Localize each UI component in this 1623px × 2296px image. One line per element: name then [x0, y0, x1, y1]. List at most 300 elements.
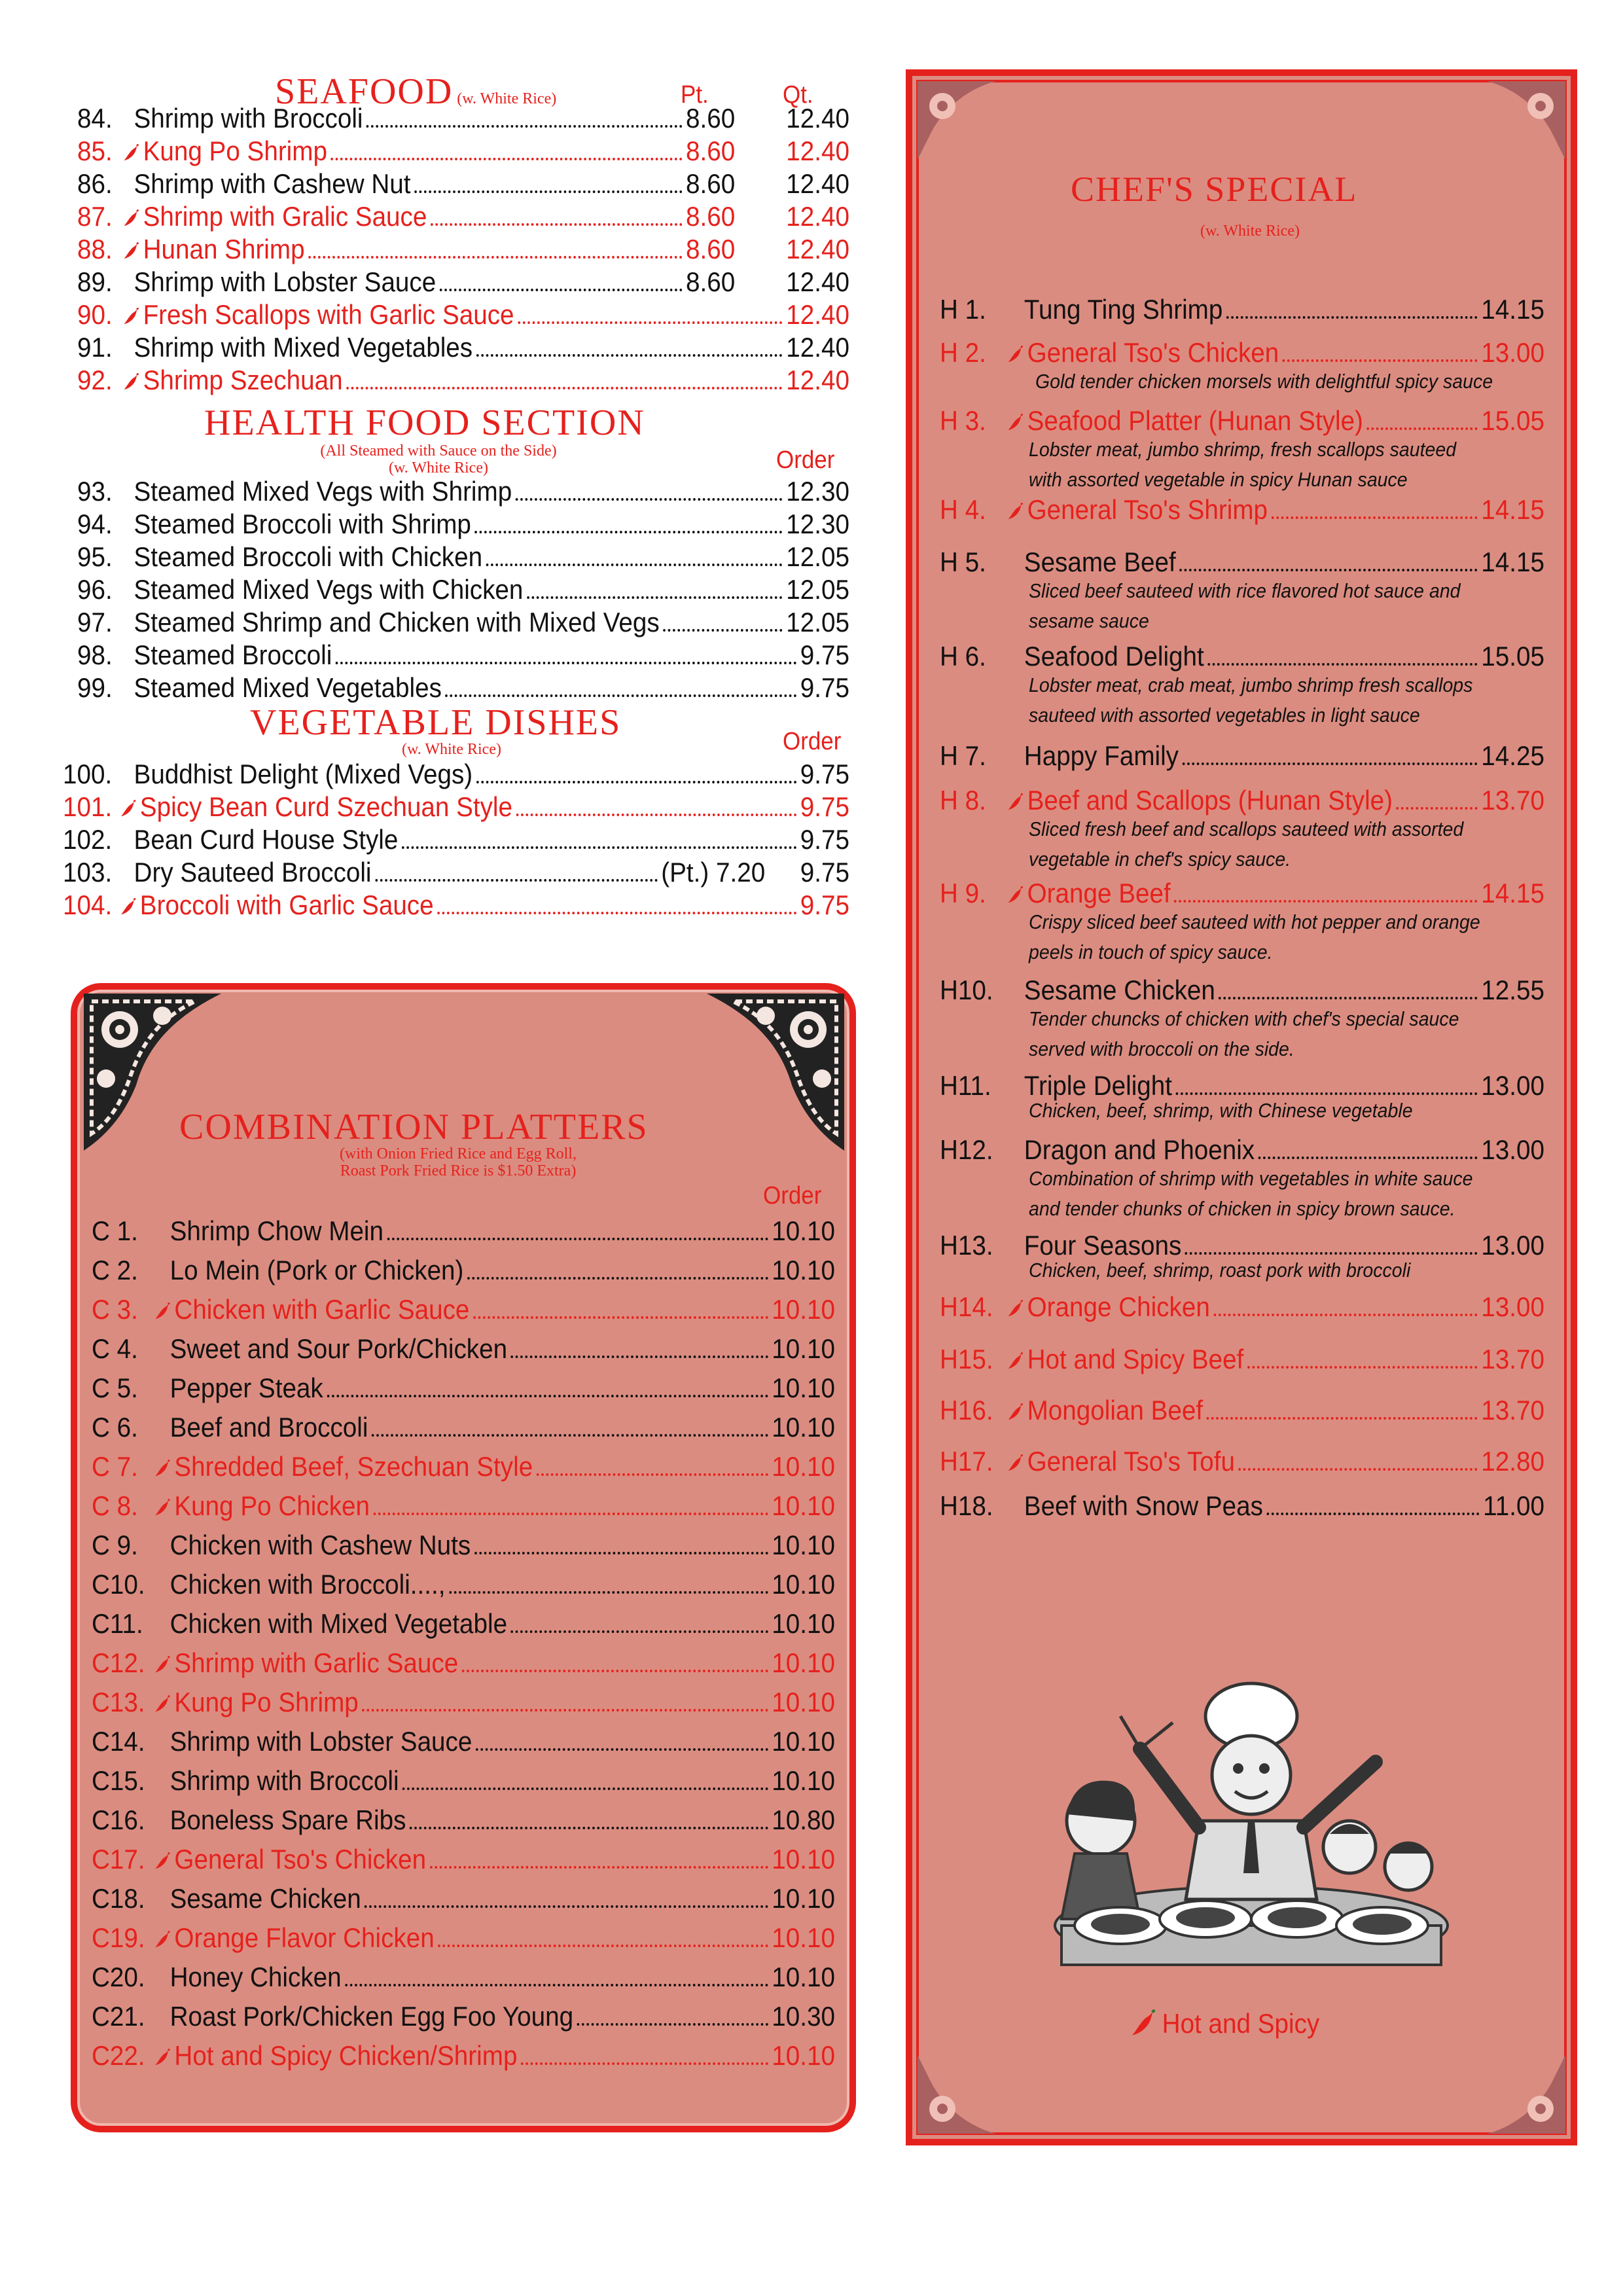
chili-pepper-icon [154, 1460, 171, 1478]
price-order: 9.75 [800, 759, 849, 789]
dot-leader [474, 1552, 768, 1554]
item-number: H 6. [940, 641, 986, 672]
chili-pepper-icon [154, 2049, 171, 2067]
price-order: 12.05 [786, 574, 849, 605]
dot-leader [336, 662, 796, 664]
item-name: Spicy Bean Curd Szechuan Style [139, 791, 512, 822]
chef-item [940, 404, 1544, 438]
dot-leader [374, 1513, 768, 1515]
item-name: Orange Chicken [1027, 1291, 1210, 1322]
dot-leader [375, 879, 658, 882]
item-number: 86. [77, 168, 113, 199]
dot-leader [445, 694, 796, 697]
seafood-col-pt: Pt. [681, 81, 709, 109]
price-order: 10.10 [772, 1726, 835, 1757]
chef-note: (w. White Rice) [1200, 223, 1300, 240]
dot-leader [1207, 1417, 1478, 1420]
item-number: C13. [92, 1687, 145, 1717]
health-item [77, 573, 849, 607]
chili-pepper-icon [154, 1499, 171, 1517]
item-name: Chicken with Broccoli...., [169, 1569, 446, 1600]
item-name: Orange Flavor Chicken [174, 1922, 435, 1953]
item-number: C16. [92, 1804, 145, 1835]
item-name: Roast Pork/Chicken Egg Foo Young [169, 2001, 574, 2032]
price-quart: 12.40 [786, 103, 849, 134]
chili-pepper-icon [122, 308, 139, 326]
item-name: Kung Po Shrimp [143, 135, 327, 166]
dot-leader [476, 1748, 768, 1751]
dot-leader [474, 531, 782, 533]
item-description: Chicken, beef, shrimp, roast pork with broccoli [1029, 1259, 1411, 1282]
price: 13.70 [1481, 1395, 1544, 1426]
combo-item [92, 1372, 835, 1405]
item-name: Beef and Broccoli [169, 1412, 368, 1443]
spicy-marker [1005, 784, 1027, 817]
dot-leader [402, 846, 796, 849]
item-number: C 7. [92, 1451, 138, 1482]
spicy-marker [1005, 1394, 1027, 1427]
item-number: C19. [92, 1922, 145, 1953]
dot-leader [1258, 1157, 1478, 1159]
spicy-marker [152, 1647, 174, 1679]
chili-pepper-icon [122, 209, 139, 228]
dot-leader [438, 1945, 768, 1947]
veg-col-order: Order [783, 728, 842, 755]
item-number: 91. [77, 332, 113, 363]
health-title: HEALTH FOOD SECTION [204, 403, 645, 443]
dot-leader [1183, 762, 1478, 765]
chef-title: CHEF'S SPECIAL [1071, 170, 1358, 209]
item-name: Sesame Chicken [1024, 975, 1215, 1005]
item-description: Lobster meat, crab meat, jumbo shrimp fresh scallops [1029, 673, 1473, 696]
item-number: C20. [92, 1962, 145, 1992]
seafood-item [77, 102, 849, 135]
price-order: 9.75 [800, 857, 849, 888]
seafood-item [77, 135, 849, 168]
health-item [77, 508, 849, 541]
item-number: 92. [77, 365, 113, 395]
item-number: H12. [940, 1134, 993, 1165]
spicy-marker [121, 233, 143, 266]
dot-leader [387, 1238, 768, 1240]
item-number: H 5. [940, 547, 986, 577]
item-number: C 4. [92, 1333, 138, 1364]
corner-ornament-right [707, 994, 844, 1151]
spicy-marker [152, 1450, 174, 1483]
combo-item [92, 1725, 835, 1759]
price-pint: 8.60 [685, 135, 736, 166]
price-quart: 12.40 [786, 201, 849, 232]
item-number: C 6. [92, 1412, 138, 1443]
chili-pepper-icon [1007, 1403, 1024, 1422]
seafood-note: (w. White Rice) [457, 90, 557, 107]
combo-item [92, 1843, 835, 1876]
price-quart: 12.40 [786, 332, 849, 363]
item-name: Sweet and Sour Pork/Chicken [169, 1333, 508, 1364]
price-order: 9.75 [800, 889, 849, 920]
dot-leader [1397, 807, 1478, 810]
price-quart: 12.40 [786, 299, 849, 330]
combo-item [92, 1254, 835, 1287]
item-name: Dry Sauteed Broccoli [134, 857, 372, 888]
price-quart: 12.40 [786, 266, 849, 297]
spicy-marker [1005, 336, 1027, 369]
health-item [77, 541, 849, 574]
item-number: H17. [940, 1446, 993, 1477]
item-number: C17. [92, 1844, 145, 1874]
item-number: C21. [92, 2001, 145, 2032]
item-number: 93. [77, 476, 113, 507]
dot-leader [402, 1787, 768, 1790]
item-number: 87. [77, 201, 113, 232]
chili-pepper-icon [122, 144, 139, 162]
price: 15.05 [1481, 405, 1544, 436]
item-number: C11. [92, 1608, 143, 1639]
health-item [77, 672, 849, 705]
item-number: C 9. [92, 1530, 138, 1560]
dot-leader [473, 1316, 768, 1319]
item-name: Shrimp with Broccoli [134, 103, 363, 134]
item-description: vegetable in chef's spicy sauce. [1029, 848, 1291, 870]
spicy-marker [1005, 1343, 1027, 1376]
price-order: 10.10 [772, 1765, 835, 1796]
item-description: Combination of shrimp with vegetables in white sauce [1029, 1167, 1473, 1190]
seafood-item [77, 331, 849, 365]
price-quart: 12.40 [786, 168, 849, 199]
chili-pepper-icon [120, 800, 137, 818]
price-pint: 8.60 [685, 234, 736, 264]
vegetable-item [63, 791, 849, 824]
item-number: H15. [940, 1344, 993, 1374]
item-name: Bean Curd House Style [134, 824, 399, 855]
spicy-marker [152, 2039, 174, 2072]
item-number: C 1. [92, 1215, 138, 1246]
item-name: Broccoli with Garlic Sauce [139, 889, 434, 920]
item-number: 103. [63, 857, 113, 888]
item-number: H 1. [940, 294, 986, 325]
health-item [77, 475, 849, 509]
seafood-item [77, 200, 849, 234]
combo-note-2: Roast Pork Fried Rice is $1.50 Extra) [340, 1162, 577, 1179]
dot-leader [476, 354, 783, 357]
price-order: 10.10 [772, 1647, 835, 1678]
item-name: Honey Chicken [169, 1962, 342, 1992]
item-number: 94. [77, 509, 113, 539]
item-number: C14. [92, 1726, 145, 1757]
dot-leader [1247, 1366, 1478, 1369]
price-quart: 12.40 [786, 365, 849, 395]
chef-item [940, 1343, 1544, 1376]
health-note-1: (All Steamed with Sauce on the Side) [320, 442, 557, 459]
dot-leader [362, 1709, 768, 1712]
dot-leader [372, 1434, 768, 1437]
dot-leader [518, 321, 783, 324]
price: 13.00 [1481, 337, 1544, 368]
item-description: peels in touch of spicy sauce. [1029, 941, 1273, 963]
item-description: served with broccoli on the side. [1029, 1037, 1294, 1060]
price-order: 10.10 [772, 1412, 835, 1443]
dot-leader [1283, 359, 1478, 362]
chili-pepper-icon [154, 1656, 171, 1674]
chef-corner-br [1487, 2055, 1565, 2134]
health-item [77, 639, 849, 672]
chili-pepper-icon [1130, 2009, 1156, 2038]
price: 13.00 [1481, 1070, 1544, 1101]
chef-item [940, 1394, 1544, 1427]
item-name: Shrimp Chow Mein [169, 1215, 384, 1246]
item-name: Kung Po Shrimp [174, 1687, 359, 1717]
dot-leader [486, 564, 783, 566]
spicy-marker [121, 364, 143, 397]
dot-leader [1207, 663, 1477, 666]
spicy-marker [1005, 493, 1027, 526]
item-name: Steamed Shrimp and Chicken with Mixed Vegs [134, 607, 660, 637]
chili-pepper-icon [1007, 1454, 1024, 1473]
item-number: H13. [940, 1230, 993, 1261]
price-order: 10.10 [772, 1451, 835, 1482]
item-name: Lo Mein (Pork or Chicken) [169, 1255, 464, 1285]
item-number: 88. [77, 234, 113, 264]
dot-leader [366, 125, 682, 128]
item-number: H 7. [940, 740, 986, 771]
price-order: 12.30 [786, 509, 849, 539]
item-name: Sesame Beef [1024, 547, 1176, 577]
vegetable-item [63, 823, 849, 857]
item-number: H 9. [940, 878, 986, 908]
item-name: Steamed Broccoli with Shrimp [134, 509, 471, 539]
item-name: Sesame Chicken [169, 1883, 361, 1914]
combo-item [92, 1215, 835, 1248]
chili-pepper-icon [122, 242, 139, 260]
chef-item [940, 293, 1544, 327]
price-order: 10.10 [772, 1569, 835, 1600]
item-name: Kung Po Chicken [174, 1490, 370, 1521]
combo-item [92, 2039, 835, 2073]
seafood-item [77, 168, 849, 201]
chili-pepper-icon [1007, 346, 1024, 364]
chef-item [940, 640, 1544, 673]
item-number: C 5. [92, 1372, 138, 1403]
chef-item [940, 1490, 1544, 1523]
chef-corner-tr [1487, 81, 1565, 160]
spicy-marker [121, 200, 143, 233]
dot-leader [365, 1905, 768, 1908]
dot-leader [516, 498, 783, 501]
chef-item [940, 784, 1544, 817]
item-name: Fresh Scallops with Garlic Sauce [143, 299, 514, 330]
item-name: Chicken with Mixed Vegetable [169, 1608, 508, 1639]
health-item [77, 606, 849, 639]
item-number: 99. [77, 672, 113, 703]
combo-item [92, 1293, 835, 1327]
price-order: 9.75 [800, 791, 849, 822]
item-description: sesame sauce [1029, 609, 1149, 632]
chef-corner-bl [918, 2055, 996, 2134]
seafood-item [77, 298, 849, 332]
price-pint: 8.60 [685, 103, 736, 134]
health-col-order: Order [776, 446, 835, 474]
dot-leader [521, 2062, 768, 2065]
seafood-item [77, 266, 849, 299]
seafood-item [77, 233, 849, 266]
chef-item [940, 974, 1544, 1007]
dot-leader [1213, 1314, 1477, 1316]
price-order: 12.30 [786, 476, 849, 507]
item-description: Gold tender chicken morsels with delightful spicy sauce [1035, 370, 1493, 393]
item-name: General Tso's Chicken [174, 1844, 427, 1874]
item-description: Sliced fresh beef and scallops sauteed with assorted [1029, 817, 1464, 840]
chef-family-illustration [1042, 1677, 1461, 1978]
chef-item [940, 1445, 1544, 1479]
chef-item [940, 1134, 1544, 1167]
price-order: 10.10 [772, 2040, 835, 2071]
item-name: Seafood Platter (Hunan Style) [1027, 405, 1363, 436]
price-quart: 12.40 [786, 234, 849, 264]
item-number: 89. [77, 266, 113, 297]
price-order: 10.10 [772, 1294, 835, 1325]
combo-item [92, 1961, 835, 1994]
vegetable-item [63, 856, 849, 889]
price: 12.80 [1481, 1446, 1544, 1477]
price-order: 12.05 [786, 607, 849, 637]
item-number: 95. [77, 541, 113, 572]
spicy-marker [152, 1490, 174, 1522]
chili-pepper-icon [120, 898, 137, 916]
price-order: 10.10 [772, 1490, 835, 1521]
spicy-marker [152, 1293, 174, 1326]
chili-pepper-icon [154, 1302, 171, 1321]
chef-item [940, 493, 1544, 527]
item-number: 102. [63, 824, 113, 855]
item-number: 97. [77, 607, 113, 637]
dot-leader [1179, 569, 1477, 571]
item-name: Chicken with Garlic Sauce [174, 1294, 470, 1325]
item-description: sauteed with assorted vegetables in light sauce [1029, 704, 1420, 726]
item-name: Tung Ting Shrimp [1024, 294, 1223, 325]
chili-pepper-icon [1007, 414, 1024, 432]
item-name: Steamed Broccoli with Chicken [134, 541, 483, 572]
dot-leader [1219, 997, 1477, 999]
item-number: H 3. [940, 405, 986, 436]
dot-leader [1174, 900, 1478, 903]
combo-item [92, 2000, 835, 2034]
item-description: with assorted vegetable in spicy Hunan sauce [1029, 468, 1408, 491]
chef-item [940, 1291, 1544, 1324]
chili-pepper-icon [122, 373, 139, 391]
price-order: 10.30 [772, 2001, 835, 2032]
price-order: 12.05 [786, 541, 849, 572]
combo-item [92, 1686, 835, 1719]
price-order: 9.75 [800, 672, 849, 703]
item-number: H 4. [940, 494, 986, 525]
price-pint: 8.60 [685, 168, 736, 199]
item-name: Hot and Spicy Beef [1027, 1344, 1244, 1374]
item-number: C15. [92, 1765, 145, 1796]
item-name: Shrimp with Broccoli [169, 1765, 399, 1796]
item-name: Happy Family [1024, 740, 1179, 771]
combo-col-order: Order [763, 1182, 822, 1210]
item-description: Crispy sliced beef sauteed with hot pepper and orange [1029, 910, 1480, 933]
dot-leader [1176, 1092, 1478, 1095]
dot-leader [330, 158, 682, 160]
combo-item [92, 1568, 835, 1602]
item-number: C 2. [92, 1255, 138, 1285]
item-name: Steamed Mixed Vegs with Shrimp [134, 476, 512, 507]
combo-title: COMBINATION PLATTERS [179, 1107, 649, 1147]
item-number: C22. [92, 2040, 145, 2071]
health-note-2: (w. White Rice) [389, 459, 488, 476]
item-name: Beef with Snow Peas [1024, 1490, 1263, 1521]
seafood-col-qt: Qt. [783, 81, 813, 109]
chef-item [940, 546, 1544, 579]
item-description: Lobster meat, jumbo shrimp, fresh scallops sauteed [1029, 438, 1457, 461]
item-number: C12. [92, 1647, 145, 1678]
seafood-title: SEAFOOD (w. White Rice) [275, 71, 557, 112]
item-name: Mongolian Beef [1027, 1395, 1204, 1426]
item-name: Steamed Broccoli [134, 639, 332, 670]
spicy-marker [1005, 877, 1027, 910]
combo-item [92, 1529, 835, 1562]
item-number: H11. [940, 1070, 991, 1101]
item-number: 90. [77, 299, 113, 330]
seafood-item [77, 364, 849, 397]
price-order: 10.10 [772, 1962, 835, 1992]
price: 14.15 [1481, 294, 1544, 325]
dot-leader [476, 781, 797, 783]
price-order: 10.80 [772, 1804, 835, 1835]
dot-leader [440, 289, 683, 291]
dot-leader [437, 912, 796, 914]
item-description: and tender chunks of chicken in spicy brown sauce. [1029, 1197, 1455, 1220]
dot-leader [449, 1591, 768, 1594]
item-name: Shrimp with Cashew Nut [134, 168, 411, 199]
chili-pepper-icon [1007, 1352, 1024, 1371]
chili-pepper-icon [154, 1931, 171, 1949]
dot-leader [1266, 1513, 1479, 1515]
item-number: C18. [92, 1883, 145, 1914]
item-name: Pepper Steak [169, 1372, 323, 1403]
combo-item [92, 1607, 835, 1641]
item-number: 104. [63, 889, 113, 920]
item-name: Shrimp with Garlic Sauce [174, 1647, 459, 1678]
dot-leader [308, 256, 682, 259]
chef-item [940, 877, 1544, 910]
combo-item [92, 1882, 835, 1916]
item-number: 100. [63, 759, 113, 789]
combo-item [92, 1804, 835, 1837]
item-name: Steamed Mixed Vegetables [134, 672, 442, 703]
dot-leader [414, 190, 682, 193]
price-order: 10.10 [772, 1687, 835, 1717]
combo-item [92, 1765, 835, 1798]
price: 13.00 [1481, 1291, 1544, 1322]
spicy-marker [152, 1843, 174, 1876]
item-name: Shrimp with Lobster Sauce [134, 266, 437, 297]
item-number: H14. [940, 1291, 993, 1322]
item-name: Chicken with Cashew Nuts [169, 1530, 471, 1560]
item-name: Shrimp Szechuan [143, 365, 343, 395]
chili-pepper-icon [1007, 1300, 1024, 1318]
spicy-legend-label: Hot and Spicy [1162, 2008, 1320, 2039]
dot-leader [1272, 516, 1478, 519]
chili-pepper-icon [1007, 793, 1024, 812]
item-description: Tender chuncks of chicken with chef's special sauce [1029, 1007, 1459, 1030]
item-name: General Tso's Chicken [1027, 337, 1279, 368]
item-name: Seafood Delight [1024, 641, 1204, 672]
item-number: C 3. [92, 1294, 138, 1325]
dot-leader [516, 814, 797, 816]
item-number: 98. [77, 639, 113, 670]
